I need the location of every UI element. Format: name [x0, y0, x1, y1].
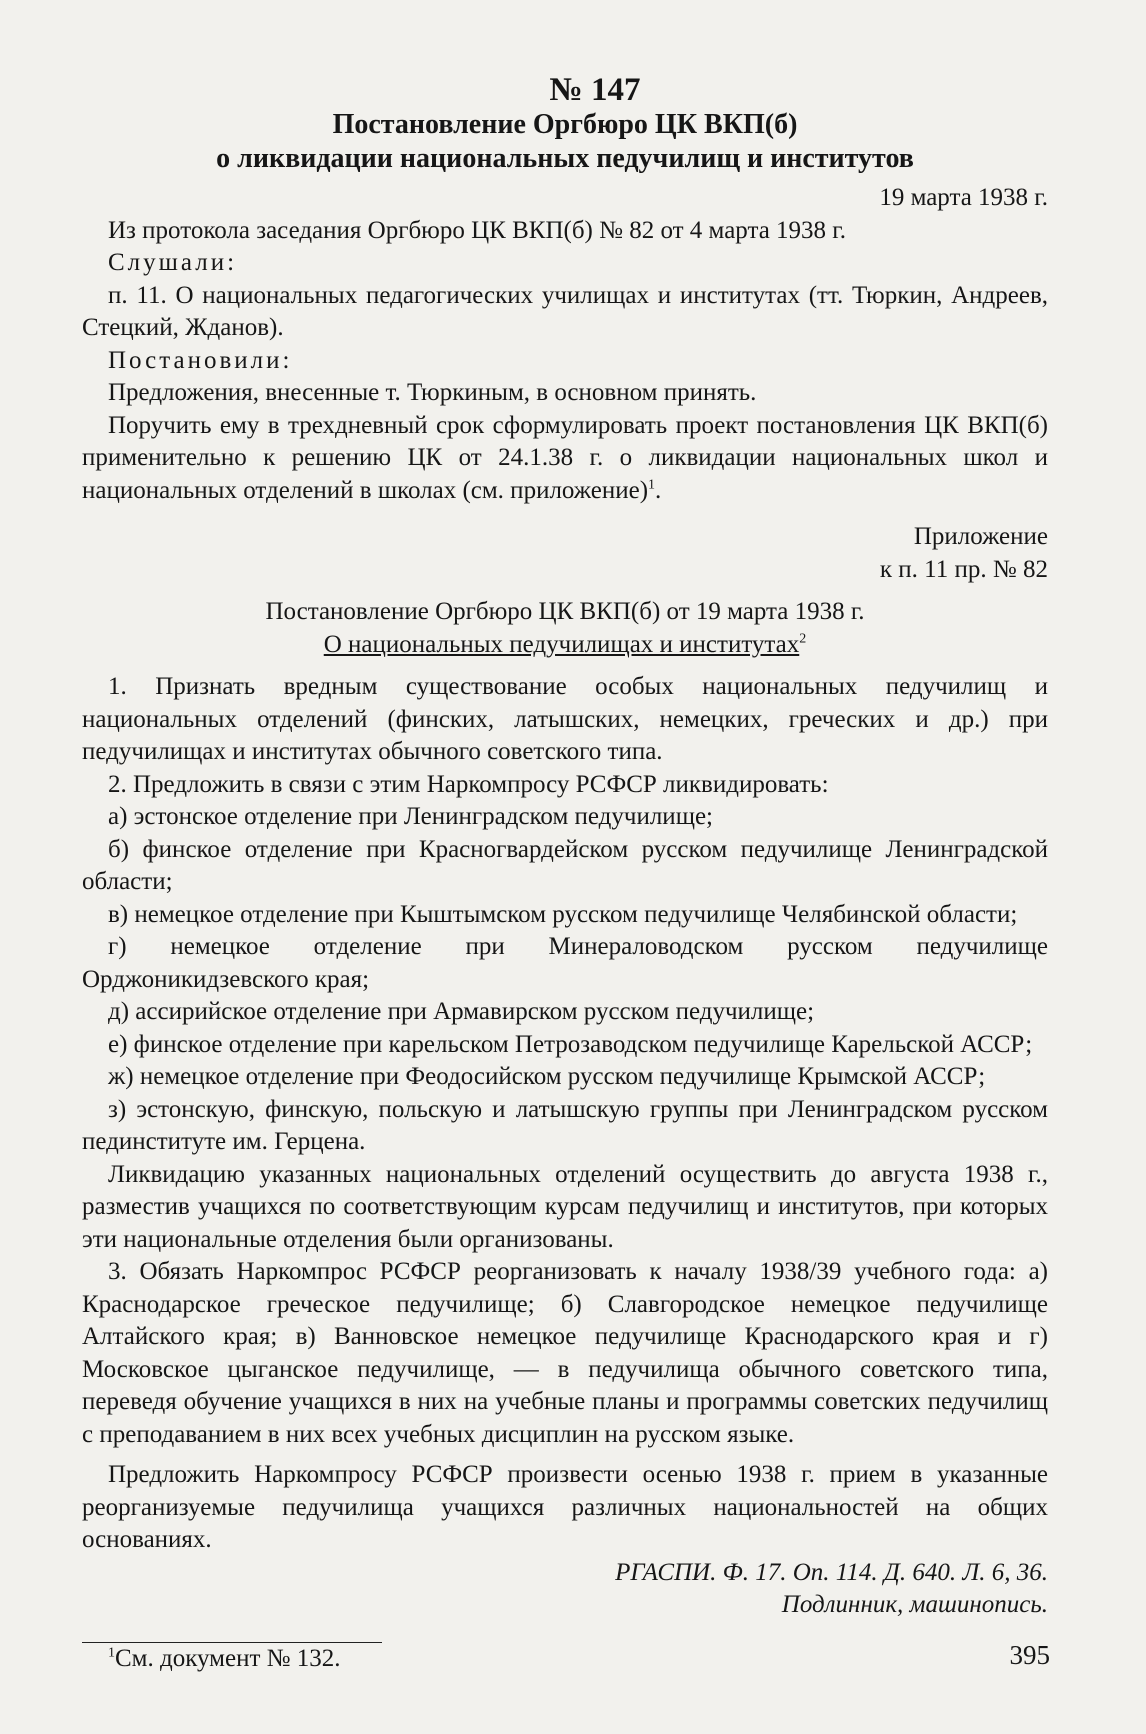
- resolved-label: Постановили:: [108, 346, 293, 374]
- footnote-ref-2: 2: [799, 631, 807, 647]
- protocol-line: Из протокола заседания Оргбюро ЦК ВКП(б) № 82 от 4 марта 1938 г.: [108, 216, 846, 244]
- resolved-paragraph-1: Предложения, внесенные т. Тюркиным, в основном принять.: [108, 379, 757, 406]
- item-2g: ж) немецкое отделение при Феодосийском русском педучилище Крымской АССР;: [108, 1063, 986, 1090]
- item-2a: а) эстонское отделение при Ленинградском педучилище;: [108, 803, 713, 830]
- appendix-subtitle: О национальных педучилищах и институтах$^2$: [323, 630, 807, 658]
- item-1: 1. Признать вредным существование особых национальных педучилищ и национальных отделений (финских, латышских, немецких, греческих и др.) при педучилищах и институтах обычного советского типа.: [82, 673, 1048, 765]
- item-2b: б) финское отделение при Красногвардейском русском педучилище Ленинградской области;: [82, 835, 1048, 895]
- document-date: 19 марта 1938 г.: [879, 184, 1048, 211]
- appendix-reference: к п. 11 пр. № 82: [879, 555, 1048, 583]
- liquidation-paragraph: Ликвидацию указанных национальных отделений осуществить до августа 1938 г., разместив учащихся по соответствующим курсам педучилищ и институтов, при которых эти национальные отделения были организованы.: [82, 1160, 1048, 1253]
- document-number: № 147: [549, 72, 641, 108]
- item-2c: в) немецкое отделение при Кыштымском русском педучилище Челябинской области;: [108, 900, 1018, 928]
- appendix-title: Постановление Оргбюро ЦК ВКП(б) от 19 марта 1938 г.: [265, 598, 865, 625]
- item-2: 2. Предложить в связи с этим Наркомпросу РСФСР ликвидировать:: [108, 770, 829, 798]
- item-3: 3. Обязать Наркомпрос РСФСР реорганизовать к началу 1938/39 учебного года: а) Краснодарское греческое педучилище; б) Славгородское немецкое педучилище Алтайского края; в) Ванновское немецкое педучилище Краснодарского края и г) Московское цыганское педучилище, — в педучилища обычного советского типа, переведя обучение учащихся в них на учебные планы и программы советских педучилищ с преподаванием в них всех учебных дисциплин на русском языке.: [82, 1258, 1048, 1448]
- footnote-1: $^1$См. документ № 132.: [108, 1644, 341, 1672]
- item-2d: г) немецкое отделение при Минераловодском русском педучилище Орджоникидзевского края;: [82, 933, 1048, 993]
- resolved-paragraph-2: Поручить ему в трехдневный срок сформулировать проект постановления ЦК ВКП(б) применительно к решению ЦК от 24.1.38 г. о ликвидации национальных школ и национальных отделений в школах (см. приложение)$^1$.: [82, 411, 1048, 504]
- archive-source: РГАСПИ. Ф. 17. Оп. 114. Д. 640. Л. 6, 36.: [615, 1558, 1048, 1586]
- document-subtitle: о ликвидации национальных педучилищ и институтов: [216, 143, 914, 174]
- page-number: 395: [1009, 1640, 1050, 1670]
- source-note: Подлинник, машинопись.: [781, 1591, 1048, 1618]
- appendix-label: Приложение: [913, 523, 1048, 550]
- enrollment-paragraph: Предложить Наркомпросу РСФСР произвести осенью 1938 г. прием в указанные реорганизуемые педучилища учащихся различных национальностей на общих основаниях.: [82, 1461, 1048, 1553]
- document-body: [82, 72, 1048, 1675]
- heard-label: Слушали:: [108, 249, 238, 276]
- document-title: Постановление Оргбюро ЦК ВКП(б): [332, 109, 798, 140]
- item-2f: е) финское отделение при карельском Петрозаводском педучилище Карельской АССР;: [108, 1030, 1033, 1058]
- heard-text: п. 11. О национальных педагогических училищах и институтах (тт. Тюркин, Андреев, Стецкий, Жданов).: [82, 281, 1048, 341]
- item-2h: з) эстонскую, финскую, польскую и латышскую группы при Ленинградском русском пединституте им. Герцена.: [82, 1095, 1048, 1155]
- item-2e: д) ассирийское отделение при Армавирском русском педучилище;: [108, 998, 815, 1025]
- footnote-ref-1: 1: [648, 477, 656, 493]
